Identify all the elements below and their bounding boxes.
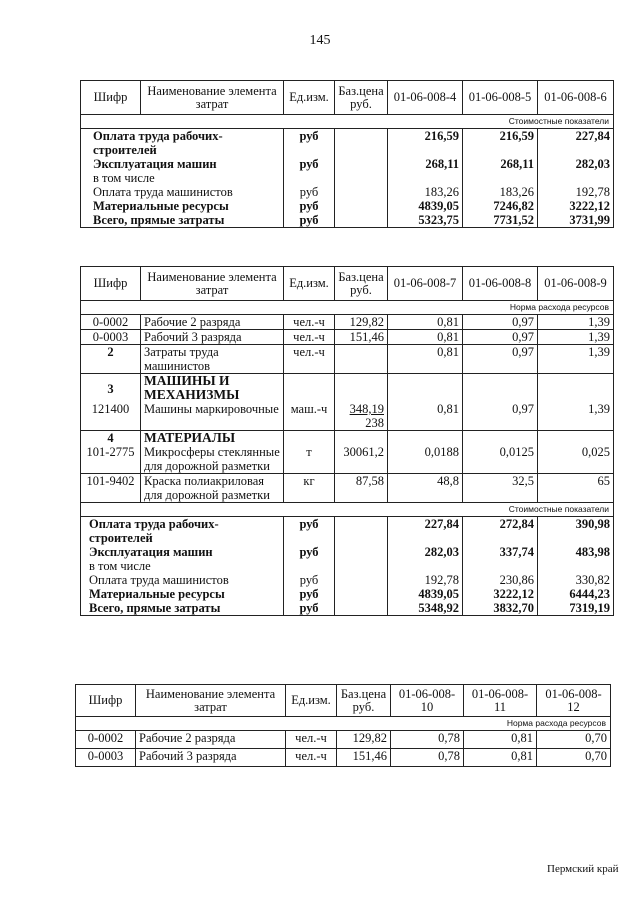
header-col: 01-06-008-9 (538, 267, 614, 301)
header-code: Шифр (81, 267, 141, 301)
header-col: 01-06-008-8 (463, 267, 538, 301)
resource-row: 0-0003 Рабочий 3 разряда чел.-ч 151,46 0,81 0,97 1,39 (81, 330, 614, 345)
resource-row: 121400 Машины маркировочные маш.-ч 348,19 238 0,81 0,97 1,39 (81, 402, 614, 431)
cost-row-total: Всего, прямые затраты руб 5348,92 3832,70 7319,19 (81, 601, 614, 616)
section-subheader: Норма расхода ресурсов (81, 301, 614, 315)
cost-row: в том числе (81, 171, 614, 185)
header-code: Шифр (81, 81, 141, 115)
cost-row: Оплата труда машинистов руб 183,26 183,26 192,78 (81, 185, 614, 199)
header-col: 01-06-008-11 (464, 685, 537, 717)
cost-row: Оплата труда рабочих-строителей руб 216,59 216,59 227,84 (81, 129, 614, 158)
header-unit: Ед.изм. (284, 267, 335, 301)
footer-region: Пермский край (547, 863, 619, 875)
cost-row: Оплата труда машинистов руб 192,78 230,86 330,82 (81, 573, 614, 587)
cost-row: Материальные ресурсы руб 4839,05 3222,12 6444,23 (81, 587, 614, 601)
cost-row: Эксплуатация машин руб 282,03 337,74 483,98 (81, 545, 614, 559)
resource-row: 101-2775 Микросферы стеклянные для дорожной разметки т 30061,2 0,0188 0,0125 0,025 (81, 445, 614, 474)
header-name: Наименование элемента затрат (141, 81, 284, 115)
section-subheader: Норма расхода ресурсов (76, 717, 611, 731)
resource-group-row: 4 МАТЕРИАЛЫ (81, 431, 614, 446)
table-header-row (76, 685, 611, 717)
header-name: Наименование элемента затрат (141, 267, 284, 301)
resource-table-2 (80, 266, 614, 616)
table-header-row (81, 81, 614, 115)
header-base-price: Баз.цена руб. (335, 267, 388, 301)
resource-group-row: 3 МАШИНЫ И МЕХАНИЗМЫ (81, 374, 614, 403)
header-col: 01-06-008-4 (388, 81, 463, 115)
resource-row: 0-0002 Рабочие 2 разряда чел.-ч 129,82 0,78 0,81 0,70 (76, 731, 611, 749)
resource-table-1 (80, 80, 614, 228)
header-name: Наименование элемента затрат (136, 685, 286, 717)
header-base-price: Баз.цена руб. (337, 685, 391, 717)
header-base-price: Баз.цена руб. (335, 81, 388, 115)
cost-row-total: Всего, прямые затраты руб 5323,75 7731,52 3731,99 (81, 213, 614, 228)
resource-row: 101-9402 Краска полиакриловая для дорожной разметки кг 87,58 48,8 32,5 65 (81, 474, 614, 503)
base-price-extra: 238 (365, 416, 384, 430)
header-col: 01-06-008-5 (463, 81, 538, 115)
resource-table-3 (75, 684, 611, 767)
page-number: 145 (309, 33, 331, 48)
resource-row: 0-0003 Рабочий 3 разряда чел.-ч 151,46 0,78 0,81 0,70 (76, 749, 611, 767)
header-unit: Ед.изм. (284, 81, 335, 115)
header-code: Шифр (76, 685, 136, 717)
base-price: 348,19 (349, 402, 384, 416)
table-header-row (81, 267, 614, 301)
section-subheader: Стоимостные показатели (81, 115, 614, 129)
header-col: 01-06-008-10 (391, 685, 464, 717)
resource-row: 2 Затраты труда машинистов чел.-ч 0,81 0,97 1,39 (81, 345, 614, 374)
header-unit: Ед.изм. (286, 685, 337, 717)
resource-row: 0-0002 Рабочие 2 разряда чел.-ч 129,82 0,81 0,97 1,39 (81, 315, 614, 330)
header-col: 01-06-008-12 (537, 685, 611, 717)
header-col: 01-06-008-7 (388, 267, 463, 301)
cost-row: Материальные ресурсы руб 4839,05 7246,82 3222,12 (81, 199, 614, 213)
section-subheader: Стоимостные показатели (81, 503, 614, 517)
cost-row: Эксплуатация машин руб 268,11 268,11 282,03 (81, 157, 614, 171)
cost-row: в том числе (81, 559, 614, 573)
cost-row: Оплата труда рабочих-строителей руб 227,84 272,84 390,98 (81, 517, 614, 546)
header-col: 01-06-008-6 (538, 81, 614, 115)
